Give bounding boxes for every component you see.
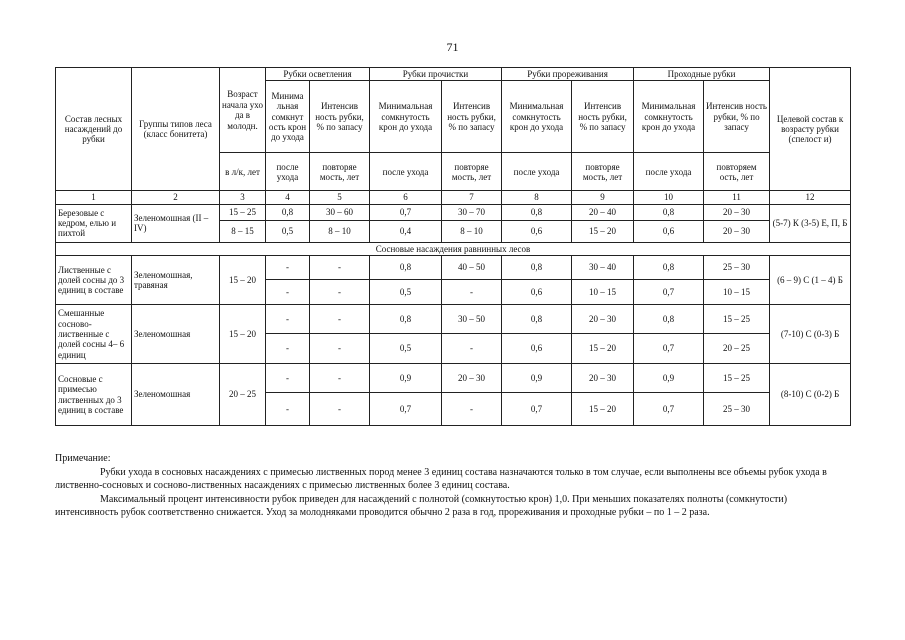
value-cell: 0,5 [266,220,310,242]
start-age-cell: 15 – 20 [220,256,266,305]
header-thinning-intensity: Интенсив ность рубки, % по запасу [572,81,634,153]
value-cell: 8 – 10 [442,220,502,242]
column-number: 1 [56,191,132,204]
value-cell: 30 – 60 [310,204,370,220]
header-forest-type: Группы типов леса (класс бонитета) [132,68,220,191]
table-row [56,305,851,334]
value-cell: - [442,393,502,426]
value-cell: 0,8 [502,256,572,280]
value-cell: - [266,305,310,334]
header-group-thinning: Рубки прореживания [502,68,634,81]
column-number: 12 [770,191,851,204]
column-number: 5 [310,191,370,204]
column-number: 7 [442,191,502,204]
header-start-age: Возраст начала ухо да в молодн. [220,68,266,153]
forest-type-cell: Зеленомошная [132,305,220,364]
header-start-age-unit: в л/к, лет [220,153,266,191]
header-group-clearing: Рубки осветления [266,68,370,81]
value-cell: - [310,393,370,426]
target-composition-cell: (8-10) С (0-2) Б [770,364,851,426]
value-cell: 0,9 [370,364,442,393]
value-cell: 0,8 [634,204,704,220]
header-thinning-after: после ухода [502,153,572,191]
value-cell: 20 – 30 [572,364,634,393]
notes-title: Примечание: [55,453,111,464]
header-group-passage: Проходные рубки [634,68,770,81]
value-cell: - [266,364,310,393]
value-cell: 25 – 30 [704,393,770,426]
value-cell: 0,7 [502,393,572,426]
value-cell: - [442,280,502,305]
start-age-cell: 20 – 25 [220,364,266,426]
value-cell: 0,9 [634,364,704,393]
header-target-composition: Целевой состав к возрасту рубки (спелост и) [770,68,851,191]
value-cell: 30 – 40 [572,256,634,280]
value-cell: 0,6 [634,220,704,242]
value-cell: 0,9 [502,364,572,393]
value-cell: - [266,280,310,305]
value-cell: 30 – 50 [442,305,502,334]
value-cell: - [310,334,370,364]
start-age-cell: 15 – 20 [220,305,266,364]
value-cell: 15 – 25 [704,305,770,334]
column-number: 8 [502,191,572,204]
value-cell: 15 – 20 [572,393,634,426]
header-thinning-repeat: повторяе мость, лет [572,153,634,191]
value-cell: 0,6 [502,280,572,305]
header-passage-after: после ухода [634,153,704,191]
table-row [56,204,851,220]
column-number: 4 [266,191,310,204]
target-composition-cell: (5-7) К (3-5) Е, П, Б [770,204,851,242]
target-composition-cell: (6 – 9) С (1 – 4) Б [770,256,851,305]
header-cleaning-min-density: Минимальная сомкнутость крон до ухода [370,81,442,153]
value-cell: 0,5 [370,280,442,305]
note-paragraph-1: Рубки ухода в сосновых насаждениях с примесью лиственных пород менее 3 единиц состава назначаются только в том случае, если выполнены все объемы рубок ухода в лиственно-сосновых и сосново-лиственных насаждениях с примесью лиственных более 3 единиц состава. [55,466,827,491]
table-row [56,256,851,280]
column-number: 6 [370,191,442,204]
value-cell: 25 – 30 [704,256,770,280]
value-cell: - [310,280,370,305]
header-group-cleaning: Рубки прочистки [370,68,502,81]
value-cell: 0,8 [502,204,572,220]
value-cell: 0,5 [370,334,442,364]
value-cell: - [266,393,310,426]
value-cell: - [310,364,370,393]
forest-care-table-container [55,67,850,426]
target-composition-cell: (7-10) С (0-3) Б [770,305,851,364]
value-cell: 0,8 [370,305,442,334]
value-cell: 15 – 25 [704,364,770,393]
value-cell: 0,7 [370,393,442,426]
composition-cell: Смешанные сосново-лиственные с долей сосны 4– 6 единиц [56,305,132,364]
column-number: 9 [572,191,634,204]
value-cell: - [310,256,370,280]
header-cleaning-after: после ухода [370,153,442,191]
header-clearing-after: после ухода [266,153,310,191]
value-cell: 15 – 25 [220,204,266,220]
column-number: 2 [132,191,220,204]
header-passage-intensity: Интенсив ность рубки, % по запасу [704,81,770,153]
header-clearing-intensity: Интенсив ность рубки, % по запасу [310,81,370,153]
composition-cell: Лиственные с долей сосны до 3 единиц в составе [56,256,132,305]
column-number: 10 [634,191,704,204]
column-number: 11 [704,191,770,204]
column-number: 3 [220,191,266,204]
forest-type-cell: Зеленомошная, травяная [132,256,220,305]
forest-type-cell: Зеленомошная (II – IV) [132,204,220,242]
value-cell: 0,7 [634,393,704,426]
note-paragraph-2: Максимальный процент интенсивности рубок приведен для насаждений с полнотой (сомкнутостью крон) 1,0. При меньших показателях полноты (сомкнутости) интенсивность рубок соответственно снижается. Уход за молодняками проводится обычно 2 раза в год, прореживания и проходные рубки – по 1 – 2 раза. [55,493,788,518]
value-cell: 40 – 50 [442,256,502,280]
header-cleaning-repeat: повторяе мость, лет [442,153,502,191]
value-cell: 15 – 20 [572,220,634,242]
forest-care-table [55,67,851,426]
value-cell: 20 – 30 [704,204,770,220]
table-row [56,364,851,393]
header-passage-min-density: Минимальная сомкнутость крон до ухода [634,81,704,153]
value-cell: 20 – 30 [572,305,634,334]
value-cell: 0,7 [634,280,704,305]
composition-cell: Березовые с кедром, елью и пихтой [56,204,132,242]
value-cell: 0,8 [502,305,572,334]
value-cell: 8 – 15 [220,220,266,242]
value-cell: 0,4 [370,220,442,242]
value-cell: 30 – 70 [442,204,502,220]
value-cell: 20 – 30 [704,220,770,242]
value-cell: 10 – 15 [704,280,770,305]
section-row [56,242,851,255]
value-cell: 0,8 [266,204,310,220]
column-numbers-row [56,191,851,204]
value-cell: 0,7 [634,334,704,364]
header-passage-repeat: повторяем ость, лет [704,153,770,191]
value-cell: 0,6 [502,334,572,364]
value-cell: 0,8 [634,305,704,334]
value-cell: - [442,334,502,364]
value-cell: - [310,305,370,334]
header-clearing-repeat: повторяе мость, лет [310,153,370,191]
header-thinning-min-density: Минимальная сомкнутость крон до ухода [502,81,572,153]
value-cell: 15 – 20 [572,334,634,364]
value-cell: - [266,334,310,364]
value-cell: 10 – 15 [572,280,634,305]
value-cell: - [266,256,310,280]
value-cell: 0,6 [502,220,572,242]
value-cell: 8 – 10 [310,220,370,242]
value-cell: 20 – 40 [572,204,634,220]
value-cell: 20 – 30 [442,364,502,393]
forest-type-cell: Зеленомошная [132,364,220,426]
value-cell: 20 – 25 [704,334,770,364]
value-cell: 0,8 [634,256,704,280]
value-cell: 0,7 [370,204,442,220]
header-clearing-min-density: Минима льная сомкнут ость крон до ухода [266,81,310,153]
header-cleaning-intensity: Интенсив ность рубки, % по запасу [442,81,502,153]
notes-section [55,452,850,520]
section-title: Сосновые насаждения равнинных лесов [56,242,851,255]
composition-cell: Сосновые с примесью лиственных до 3 единиц в составе [56,364,132,426]
header-composition: Состав лесных насаждений до рубки [56,68,132,191]
page-number: 71 [446,40,459,54]
value-cell: 0,8 [370,256,442,280]
